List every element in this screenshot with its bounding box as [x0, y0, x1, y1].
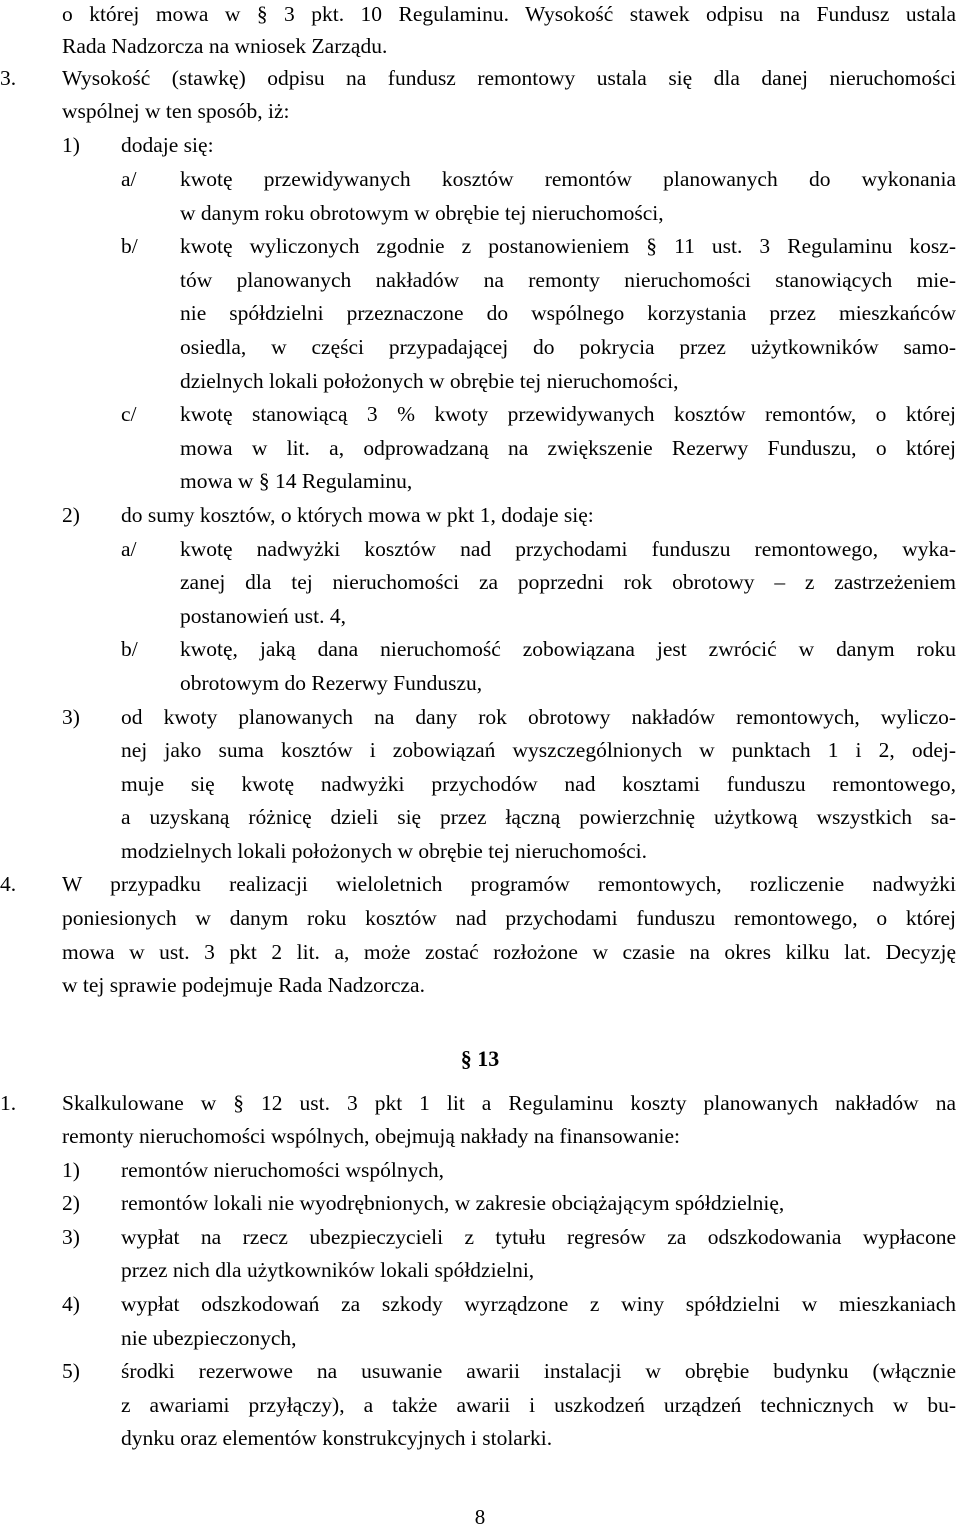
- text-line: Wysokość (stawkę) odpisu na fundusz remontowy ustala się dla danej nieruchomości: [62, 66, 956, 90]
- text-line: nie spółdzielni przeznaczone do wspólnego korzystania przez mieszkańców: [180, 301, 956, 325]
- text-line: Rada Nadzorcza na wniosek Zarządu.: [62, 34, 388, 58]
- list-marker: 1): [62, 1158, 80, 1182]
- text-line: w danym roku obrotowym w obrębie tej nieruchomości,: [180, 201, 664, 225]
- list-marker: 1): [62, 133, 80, 157]
- list-marker: a/: [121, 167, 137, 191]
- list-marker: 3): [62, 705, 80, 729]
- text-line: W przypadku realizacji wieloletnich programów remontowych, rozliczenie nadwyżki: [62, 872, 956, 896]
- list-marker: 4): [62, 1292, 80, 1316]
- text-line: wypłat na rzecz ubezpieczycieli z tytułu regresów za odszkodowania wypłacone: [121, 1225, 956, 1249]
- text-line: od kwoty planowanych na dany rok obrotowy nakładów remontowych, wyliczo-: [121, 705, 956, 729]
- text-line: modzielnych lokali położonych w obrębie tej nieruchomości.: [121, 839, 648, 863]
- text-line: dynku oraz elementów konstrukcyjnych i stolarki.: [121, 1426, 553, 1450]
- text-line: środki rezerwowe na usuwanie awarii instalacji w obrębie budynku (włącznie: [121, 1359, 956, 1383]
- list-marker: 2): [62, 1191, 80, 1215]
- text-line: o której mowa w § 3 pkt. 10 Regulaminu. Wysokość stawek odpisu na Fundusz ustala: [62, 2, 956, 26]
- list-marker: c/: [121, 402, 137, 426]
- text-line: osiedla, w części przypadającej do pokrycia przez użytkowników samo-: [180, 335, 956, 359]
- text-line: przez nich dla użytkowników lokali spółdzielni,: [121, 1258, 535, 1282]
- list-marker: b/: [121, 234, 138, 258]
- text-line: kwotę, jaką dana nieruchomość zobowiązana jest zwrócić w danym roku: [180, 637, 956, 661]
- list-marker: 3): [62, 1225, 80, 1249]
- text-line: muje się kwotę nadwyżki przychodów nad kosztami funduszu remontowego,: [121, 772, 956, 796]
- text-line: mowa w lit. a, odprowadzaną na zwiększenie Rezerwy Funduszu, o której: [180, 436, 956, 460]
- section-heading: § 13: [460, 1046, 500, 1071]
- text-line: nie ubezpieczonych,: [121, 1326, 297, 1350]
- page-number: 8: [474, 1505, 486, 1529]
- list-marker: b/: [121, 637, 138, 661]
- text-line: a uzyskaną różnicę dzieli się przez łączną powierzchnię użytkową wszystkich sa-: [121, 805, 956, 829]
- text-line: kwotę stanowiącą 3 % kwoty przewidywanych kosztów remontów, o której: [180, 402, 956, 426]
- text-line: dzielnych lokali położonych w obrębie tej nieruchomości,: [180, 369, 679, 393]
- text-line: poniesionych w danym roku kosztów nad przychodami funduszu remontowego, o której: [62, 906, 956, 930]
- list-marker: 1.: [0, 1091, 17, 1115]
- text-line: wspólnej w ten sposób, iż:: [62, 99, 290, 123]
- text-line: remontów lokali nie wyodrębnionych, w zakresie obciążającym spółdzielnię,: [121, 1191, 785, 1215]
- text-line: z awariami przyłączy), a także awarii i uszkodzeń urządzeń technicznych w bu-: [121, 1393, 956, 1417]
- list-marker: 3.: [0, 66, 17, 90]
- text-line: nej jako suma kosztów i zobowiązań wyszczególnionych w punktach 1 i 2, odej-: [121, 738, 956, 762]
- text-line: dodaje się:: [121, 133, 214, 157]
- text-line: obrotowym do Rezerwy Funduszu,: [180, 671, 483, 695]
- list-marker: 2): [62, 503, 80, 527]
- text-line: kwotę przewidywanych kosztów remontów planowanych do wykonania: [180, 167, 956, 191]
- list-marker: 4.: [0, 872, 17, 896]
- text-line: postanowień ust. 4,: [180, 604, 347, 628]
- text-line: remontów nieruchomości wspólnych,: [121, 1158, 445, 1182]
- text-line: tów planowanych nakładów na remonty nieruchomości stanowiących mie-: [180, 268, 956, 292]
- text-line: remonty nieruchomości wspólnych, obejmują nakłady na finansowanie:: [62, 1124, 680, 1148]
- text-line: kwotę wyliczonych zgodnie z postanowieniem § 11 ust. 3 Regulaminu kosz-: [180, 234, 956, 258]
- text-line: wypłat odszkodowań za szkody wyrządzone z winy spółdzielni w mieszkaniach: [121, 1292, 956, 1316]
- text-line: mowa w § 14 Regulaminu,: [180, 469, 413, 493]
- list-marker: a/: [121, 537, 137, 561]
- text-line: zanej dla tej nieruchomości za poprzedni rok obrotowy – z zastrzeżeniem: [180, 570, 956, 594]
- text-line: mowa w ust. 3 pkt 2 lit. a, może zostać rozłożone w czasie na okres kilku lat. Decyzję: [62, 940, 956, 964]
- text-line: w tej sprawie podejmuje Rada Nadzorcza.: [62, 973, 425, 997]
- text-line: kwotę nadwyżki kosztów nad przychodami funduszu remontowego, wyka-: [180, 537, 956, 561]
- list-marker: 5): [62, 1359, 80, 1383]
- text-line: do sumy kosztów, o których mowa w pkt 1, dodaje się:: [121, 503, 594, 527]
- text-line: Skalkulowane w § 12 ust. 3 pkt 1 lit a Regulaminu koszty planowanych nakładów na: [62, 1091, 956, 1115]
